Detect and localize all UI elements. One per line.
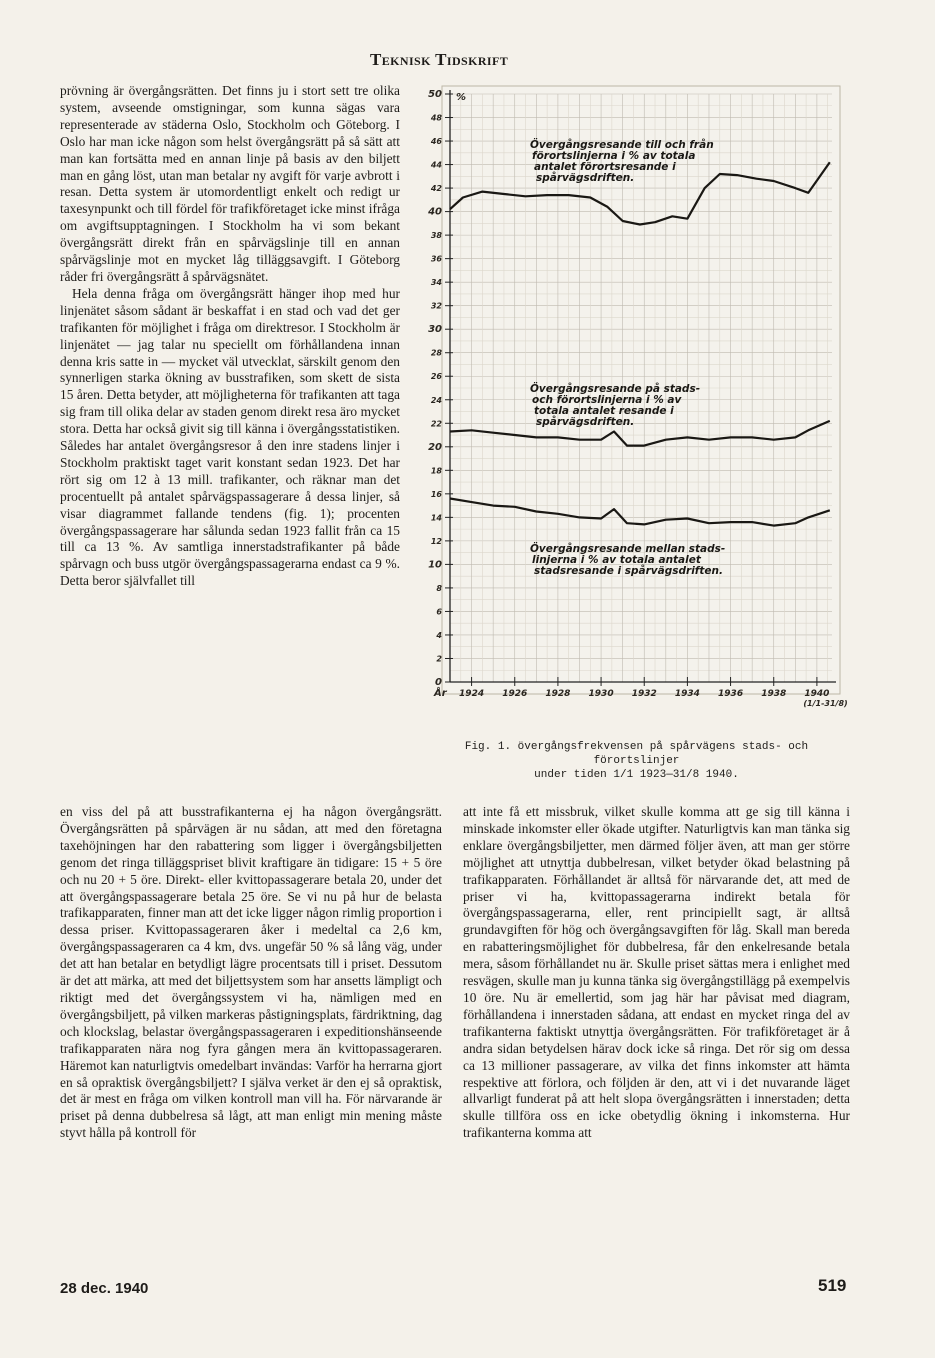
x-tick-label: 1932 [631, 689, 657, 699]
series-label: Övergångsresande till och från [530, 139, 714, 151]
x-tick-label: 1928 [545, 689, 571, 699]
page-number: 519 [818, 1276, 847, 1295]
x-tick-label: 1924 [459, 689, 485, 699]
y-tick-label: 30 [428, 324, 442, 336]
figure-1-chart [420, 86, 848, 726]
x-tick-label: 1930 [588, 689, 614, 699]
y-axis-label: % [456, 92, 467, 103]
y-tick-label: 0 [435, 677, 442, 688]
y-tick-label: 36 [430, 254, 442, 264]
y-tick-label: 40 [428, 206, 442, 218]
y-tick-label: 8 [436, 583, 442, 593]
series-label: Övergångsresande mellan stads- [530, 543, 726, 555]
y-tick-label: 6 [436, 607, 442, 617]
y-tick-label: 32 [430, 301, 442, 311]
y-tick-label: 12 [430, 536, 442, 546]
paragraph: en viss del på att busstrafikanterna ej ha någon övergångsrätt. Övergångsrätten på spårvägen är nu sådan, att med den företagna taxehöjningen har den rabattering som ligger i övergångsbiljetten genom det ringa tilläggspriset blivit kraftigare än tidigare: 15 + 5 öre och nu 20 + 5 öre. Direkt- eller kvittopassagerare betala 20, under det att övergångspassagerare betala 25 öre. Se vi nu på hur de belasta trafikapparaten, finner man att det icke ligger någon rimlig proportion i dessa priser. Kvittopassageraren åker i medeltal ca 2,6 km, övergångspassageraren ca 4 km, dvs. ungefär 50 % så lång väg, under det att han betalar en betydligt lägre procentsats till i priset. Dessutom är det att märka, att med det biljettsystem som har ansetts lämpligt och riktigt med det övergångssystem vi ha, nämligen med en övergångsbiljett, på vilken markeras påstigningsplats, färdriktning, dag och klockslag, belastar övergångspassageraren i expeditionshänseende trafikapparaten nära nog fyra gången mera än kvittopassageraren. Häremot kan naturligtvis omedelbart invändas: Varför ha herrarna gjort en så opraktisk övergångsbiljett? I själva verket är den ej så opraktisk, det är mest en fråga om vilken kontroll man vill ha. För närvarande är priset på denna dubbelresa så lågt, att man enligt min mening måste styvt hålla på kontroll för [60, 804, 442, 1141]
y-tick-label: 4 [436, 630, 442, 640]
y-tick-label: 34 [430, 278, 442, 288]
series-label: Övergångsresande på stads- [530, 383, 701, 395]
series-label: spårvägsdriften. [536, 416, 635, 428]
x-tick-label: 1934 [674, 689, 700, 699]
paragraph: Hela denna fråga om övergångsrätt hänger ihop med hur linjenätet såsom sådant är beskaffat i en stad och vad det ger trafikanten för möjlighet i fråga om direktresor. I Stockholm är linjenätet — jag talar nu speciellt om förhållandena innan denna kris satte in — mycket väl utvecklat, särskilt genom den synnerligen starka ökning av busstrafiken, som skett de sista 15 åren. Detta betyder, att möjligheterna för trafikanten att taga sig fram till olika delar av staden genom direkt resa äro mycket stora. Detta har också givit sig till känna i övergångsstatistiken. Således har antalet övergångsresor å den inre stadens linjer i Stockholm praktiskt taget varit konstant sedan 1923. Det har rört sig om 12 à 13 mill. trafikanter, och räknar man det procentuellt på antalet spårvägspassagerare å dessa linjer, så visar diagrammet fallande tendens (fig. 1); procenten övergångspassagerare har sålunda sedan 1923 fallit från ca 15 till ca 13 %. Av samtliga innerstadstrafikanter på både spårvagn och buss utgör övergångspassagerarna endast ca 9 %. Detta beror självfallet till [60, 285, 400, 589]
caption-line-1: Fig. 1. övergångsfrekvensen på spårvägens stads- och förortslinjer [464, 741, 809, 767]
x-tick-label: 1926 [502, 689, 528, 699]
y-tick-label: 46 [430, 137, 442, 147]
figure-caption [424, 740, 849, 782]
x-tick-note: (1/1-31/8) [803, 699, 848, 708]
x-tick-label: 1940 [804, 689, 830, 699]
series-label: totala antalet resande i [534, 405, 674, 417]
y-tick-label: 50 [428, 89, 442, 100]
body-column-left-bottom [60, 804, 442, 1142]
y-tick-label: 16 [430, 489, 442, 499]
issue-date: 28 dec. 1940 [60, 1280, 149, 1297]
x-tick-label: 1938 [761, 689, 787, 699]
body-column-left-top [60, 83, 400, 590]
y-tick-label: 38 [430, 231, 442, 241]
series-label: antalet förortsresande i [534, 161, 676, 173]
y-tick-label: 26 [430, 372, 442, 382]
y-tick-label: 2 [436, 654, 442, 664]
paragraph: prövning är övergångsrätten. Det finns ju i stort sett tre olika system, avseende omstigningar, som kunna sägas vara representerade av städerna Oslo, Stockholm och Göteborg. I Oslo har man icke någon som helst övergångsrätt på så sätt att man kan fortsätta med en annan linje på basis av den biljett man en gång löst, utan man betalar ny avgift för varje avbrott i resan. Detta system är utomordentligt enkelt och redigt ur taxesynpunkt och till fördel för trafikföretaget icke minst ifråga om avgiftsupptagningen. I Stockholm ha vi som bekant övergångsrätt direkt från en spårvägslinje till en annan spårvägslinje mot en mycket låg tilläggsavgift. I Göteborg råder fri övergångsrätt å spårvägsnätet. [60, 83, 400, 284]
body-column-right [463, 804, 850, 1142]
y-tick-label: 22 [430, 419, 442, 429]
x-tick-label: 1936 [718, 689, 744, 699]
y-tick-label: 14 [430, 513, 442, 523]
y-tick-label: 10 [428, 559, 442, 571]
x-axis-prefix: År [434, 688, 447, 699]
series-label: förortslinjerna i % av totala [532, 150, 696, 162]
series-label: stadsresande i spårvägsdriften. [534, 565, 723, 577]
journal-title: Teknisk Tidskrift [370, 50, 509, 69]
y-tick-label: 18 [430, 466, 442, 476]
series-label: och förortslinjerna i % av [532, 394, 682, 406]
y-tick-label: 48 [430, 113, 442, 123]
series-label: linjerna i % av totala antalet [532, 554, 701, 566]
y-tick-label: 44 [430, 160, 442, 170]
paragraph: att inte få ett missbruk, vilket skulle komma att ge sig till känna i minskade inkomster eller ökade utgifter. Naturligtvis kan man tänka sig enklare övergångsbiljetter, men därmed följer även, att man ger större möjlighet att utnyttja dubbelresan, vilket betyder ökad belastning på trafikapparaten. Förhållandet är alltså för närvarande det, att med de priser vi ha, kvittopassagerarna indirekt betala för övergångspassagerarna, eller, rent principiellt sagt, är alltså grundavgiften för hög och övergångsavgiften för låg. Skall man bereda en rabatteringsmöjlighet för dubbelresa, får den enkelresande betala mera, såsom förhållandet nu är. Skulle priset sättas mera i enlighet med resvägen, skulle man ju kunna tänka sig övergångstillägg på exempelvis 10 öre. Nu är emellertid, som jag här har påvisat med diagram, förhållandena i innerstaden sådana, att endast en mycket ringa del av trafikanterna faktiskt utnyttja övergångsrätten. För trafikföretaget är å andra sidan betydelsen härav dock icke så ringa. Det rör sig om dessa ca 13 millioner passagerare, av vilka det finns inkomster att hämta respektive att förlora, och följden är den, att vi i det nuvarande läget allvarligt funderat på att helt slopa övergångsrätten i innerstaden; detta skulle tillföra oss en icke obetydlig ökning i inkomsterna. Hur trafikanterna komma att [463, 804, 850, 1141]
caption-line-2: under tiden 1/1 1923—31/8 1940. [534, 769, 739, 781]
y-tick-label: 20 [428, 441, 442, 453]
y-tick-label: 42 [430, 184, 442, 194]
series-label: spårvägsdriften. [536, 172, 635, 184]
y-tick-label: 24 [430, 395, 442, 405]
y-tick-label: 28 [430, 348, 442, 358]
